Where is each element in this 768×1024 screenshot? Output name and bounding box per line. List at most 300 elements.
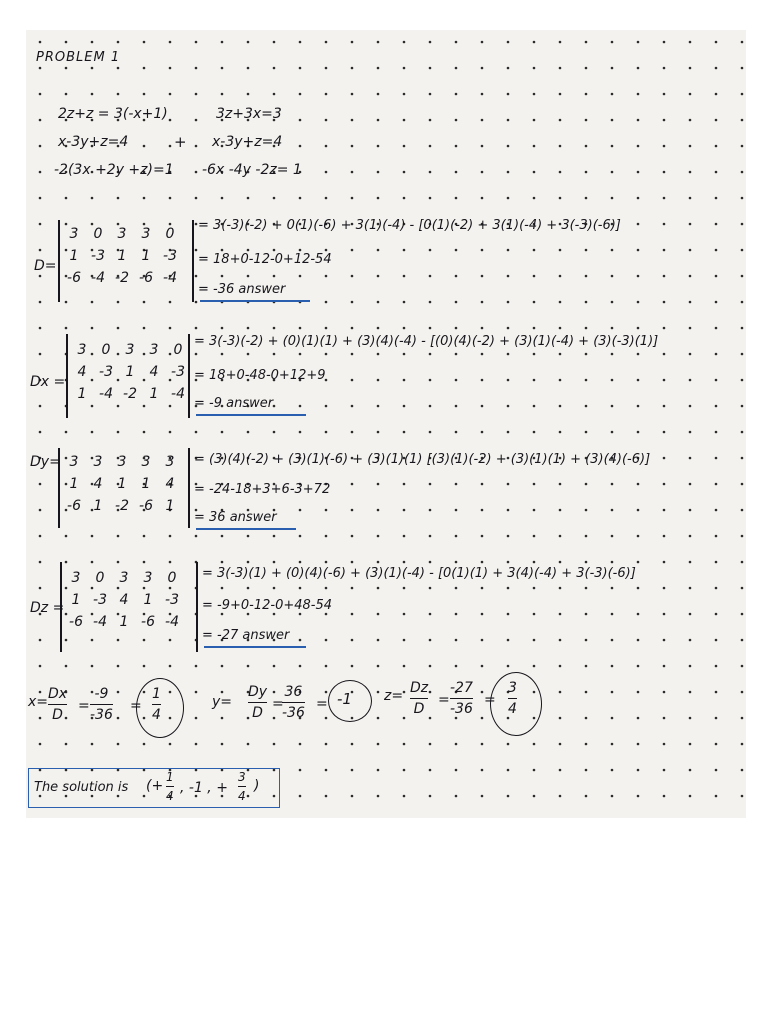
grid-dot [221,743,224,746]
grid-dot [169,665,172,668]
grid-dot [221,197,224,200]
grid-dot [455,41,458,44]
grid-dot [429,353,432,356]
grid-dot [637,613,640,616]
grid-dot [715,249,718,252]
grid-dot [143,41,146,44]
grid-dot [715,561,718,564]
grid-dot [637,509,640,512]
grid-dot [611,561,614,564]
grid-dot [481,613,484,616]
grid-dot [455,301,458,304]
grid-dot [351,93,354,96]
grid-dot [585,275,588,278]
grid-dot [689,483,692,486]
grid-dot [507,509,510,512]
grid-dot [195,353,198,356]
grid-dot [715,67,718,70]
grid-dot [117,67,120,70]
dx-matrix-cell: -4 [171,386,185,402]
grid-dot [637,691,640,694]
grid-dot [325,119,328,122]
grid-dot [195,93,198,96]
grid-dot [403,41,406,44]
grid-dot [39,93,42,96]
grid-dot [325,691,328,694]
grid-dot [611,613,614,616]
grid-dot [663,691,666,694]
grid-dot [351,67,354,70]
grid-dot [455,769,458,772]
y-answer: -1 [337,690,352,708]
grid-dot [689,743,692,746]
grid-dot [741,535,744,538]
grid-dot [611,301,614,304]
grid-dot [377,301,380,304]
dx-answer-underline [196,414,306,416]
given-left-1: 2z+z = 3(-x+1) [58,106,168,122]
z-result-lhs: z= [384,688,404,704]
solution-x-fraction [166,770,174,803]
grid-dot [91,535,94,538]
x-fraction-dx-over-d [48,686,67,723]
grid-dot [715,743,718,746]
grid-dot [507,639,510,642]
grid-dot [611,171,614,174]
z-frac2-num: -27 [450,680,473,696]
grid-dot [429,691,432,694]
grid-dot [741,665,744,668]
grid-dot [611,41,614,44]
grid-dot [507,93,510,96]
grid-dot [507,535,510,538]
grid-dot [65,665,68,668]
grid-dot [611,535,614,538]
dz-step-1: = 3(-3)(1) + (0)(4)(-6) + (3)(1)(-4) - [0(1)(1) + 3(4)(-4) + 3(-3)(-6)] [202,566,636,581]
grid-dot [91,431,94,434]
dy-matrix-cell: 1 [165,498,175,514]
grid-dot [741,405,744,408]
grid-dot [91,405,94,408]
grid-dot [611,145,614,148]
grid-dot [273,327,276,330]
z-fraction-values [450,680,473,717]
grid-dot [741,717,744,720]
grid-dot [299,119,302,122]
grid-dot [481,275,484,278]
grid-dot [689,769,692,772]
grid-dot [403,795,406,798]
grid-dot [429,275,432,278]
grid-dot [533,561,536,564]
grid-dot [429,249,432,252]
grid-dot [715,717,718,720]
grid-dot [689,327,692,330]
grid-dot [611,93,614,96]
grid-dot [117,561,120,564]
grid-dot [741,743,744,746]
grid-dot [507,561,510,564]
dz-matrix-cell: 0 [167,570,177,586]
grid-dot [715,587,718,590]
grid-dot [689,613,692,616]
grid-dot [429,145,432,148]
grid-dot [585,743,588,746]
grid-dot [481,587,484,590]
grid-dot [221,561,224,564]
grid-dot [195,717,198,720]
grid-dot [325,353,328,356]
dy-step-3: = 36 answer [194,510,277,525]
grid-dot [221,431,224,434]
grid-dot [221,249,224,252]
y-frac-bar [248,702,267,703]
grid-dot [455,743,458,746]
x-frac-den: D [52,707,63,723]
grid-dot [663,587,666,590]
grid-dot [299,353,302,356]
grid-dot [143,535,146,538]
grid-dot [611,353,614,356]
grid-dot [325,665,328,668]
grid-dot [611,275,614,278]
grid-dot [611,249,614,252]
grid-dot [403,119,406,122]
grid-dot [429,301,432,304]
grid-dot [663,535,666,538]
d-matrix [62,226,182,286]
grid-dot [559,379,562,382]
dx-left-bar [66,334,68,418]
grid-dot [195,691,198,694]
grid-dot [169,301,172,304]
grid-dot [429,769,432,772]
grid-dot [39,119,42,122]
grid-dot [117,665,120,668]
grid-dot [65,223,68,226]
grid-dot [273,691,276,694]
grid-dot [325,535,328,538]
grid-dot [715,639,718,642]
grid-dot [195,223,198,226]
grid-dot [611,509,614,512]
grid-dot [507,587,510,590]
grid-dot [637,561,640,564]
grid-dot [325,613,328,616]
grid-dot [481,145,484,148]
dy-matrix [62,454,182,514]
grid-dot [429,431,432,434]
grid-dot [377,665,380,668]
grid-dot [377,379,380,382]
grid-dot [117,223,120,226]
grid-dot [299,665,302,668]
dx-matrix-cell: 0 [101,342,111,358]
grid-dot [663,743,666,746]
grid-dot [533,327,536,330]
grid-dot [455,561,458,564]
grid-dot [715,275,718,278]
grid-dot [221,691,224,694]
grid-dot [689,197,692,200]
grid-dot [533,301,536,304]
dz-matrix-cell: -6 [69,614,83,630]
grid-dot [533,119,536,122]
grid-dot [117,535,120,538]
grid-dot [247,249,250,252]
z-ans-den: 4 [508,701,517,717]
grid-dot [351,41,354,44]
grid-dot [273,431,276,434]
solution-z-num: 3 [238,770,246,784]
grid-dot [91,665,94,668]
x-result-lhs: x= [28,694,49,710]
grid-dot [143,431,146,434]
grid-dot [403,171,406,174]
grid-dot [169,145,172,148]
grid-dot [481,665,484,668]
y-frac2-num: 36 [284,684,303,700]
x-ans-den: 4 [152,707,161,723]
grid-dot [611,743,614,746]
grid-dot [325,431,328,434]
dy-matrix-cell: -6 [139,498,153,514]
grid-dot [195,301,198,304]
grid-dot [325,145,328,148]
grid-dot [65,639,68,642]
grid-dot [455,535,458,538]
grid-dot [741,67,744,70]
grid-dot [377,717,380,720]
grid-dot [559,119,562,122]
grid-dot [663,171,666,174]
grid-dot [663,145,666,148]
dy-matrix-cell: 1 [141,476,151,492]
grid-dot [455,587,458,590]
grid-dot [117,717,120,720]
given-right-1: 3z+3x=3 [216,106,282,122]
grid-dot [195,327,198,330]
grid-dot [247,431,250,434]
grid-dot [481,535,484,538]
grid-dot [403,145,406,148]
grid-dot [39,145,42,148]
grid-dot [377,197,380,200]
grid-dot [533,665,536,668]
grid-dot [637,145,640,148]
dy-label: Dy= [30,454,61,470]
grid-dot [585,67,588,70]
grid-dot [559,613,562,616]
grid-dot [325,93,328,96]
grid-dot [507,171,510,174]
grid-dot [663,379,666,382]
grid-dot [585,93,588,96]
d-matrix-cell: -3 [163,248,177,264]
dx-matrix-cell: -2 [123,386,137,402]
grid-dot [559,275,562,278]
grid-dot [637,171,640,174]
grid-dot [741,509,744,512]
grid-dot [611,327,614,330]
z-fraction-dz-over-d [410,680,428,717]
y-result-lhs: y= [212,694,233,710]
z-eq: = [438,692,450,708]
grid-dot [247,275,250,278]
grid-dot [611,431,614,434]
grid-dot [403,379,406,382]
grid-dot [507,769,510,772]
grid-dot [91,639,94,642]
grid-dot [143,327,146,330]
grid-dot [533,535,536,538]
grid-dot [585,431,588,434]
d-matrix-cell: 1 [141,248,151,264]
d-matrix-cell: 1 [117,248,127,264]
grid-dot [481,743,484,746]
grid-dot [273,405,276,408]
grid-dot [325,41,328,44]
grid-dot [169,639,172,642]
grid-dot [117,327,120,330]
d-matrix-cell: 0 [165,226,175,242]
grid-dot [715,145,718,148]
grid-dot [559,431,562,434]
grid-dot [169,327,172,330]
grid-dot [221,67,224,70]
grid-dot [559,535,562,538]
grid-dot [507,405,510,408]
grid-dot [715,613,718,616]
grid-dot [65,535,68,538]
grid-dot [65,561,68,564]
grid-dot [663,41,666,44]
grid-dot [507,613,510,616]
dx-matrix-cell: 3 [77,342,87,358]
grid-dot [429,795,432,798]
dx-matrix-cell: 3 [149,342,159,358]
grid-dot [195,119,198,122]
grid-dot [91,301,94,304]
grid-dot [351,327,354,330]
dx-matrix-cell: 4 [77,364,87,380]
grid-dot [325,743,328,746]
grid-dot [689,717,692,720]
dy-matrix-cell: 1 [69,476,79,492]
grid-dot [689,119,692,122]
grid-dot [507,67,510,70]
grid-dot [117,93,120,96]
grid-dot [143,639,146,642]
grid-dot [741,171,744,174]
grid-dot [481,483,484,486]
grid-dot [377,119,380,122]
grid-dot [273,587,276,590]
grid-dot [403,561,406,564]
grid-dot [741,353,744,356]
grid-dot [533,353,536,356]
given-right-2: x-3y+z=4 [212,134,283,150]
grid-dot [273,535,276,538]
grid-dot [169,41,172,44]
dx-matrix-cell: 3 [125,342,135,358]
grid-dot [663,353,666,356]
grid-dot [455,665,458,668]
grid-dot [533,145,536,148]
grid-dot [663,327,666,330]
grid-dot [117,41,120,44]
grid-dot [637,431,640,434]
grid-dot [455,67,458,70]
grid-dot [663,483,666,486]
grid-dot [585,249,588,252]
grid-dot [455,639,458,642]
grid-dot [663,639,666,642]
grid-dot [689,691,692,694]
grid-dot [637,197,640,200]
d-left-bar [58,220,60,302]
grid-dot [611,379,614,382]
y-frac2-bar [282,702,305,703]
grid-dot [481,171,484,174]
dx-matrix-cell: -3 [99,364,113,380]
grid-dot [715,223,718,226]
grid-dot [741,379,744,382]
dx-matrix-cell: 4 [149,364,159,380]
grid-dot [663,67,666,70]
grid-dot [637,769,640,772]
x-ans-num: 1 [152,686,161,702]
grid-dot [247,743,250,746]
grid-dot [325,301,328,304]
grid-dot [325,717,328,720]
grid-dot [559,743,562,746]
grid-dot [741,431,744,434]
grid-dot [715,379,718,382]
grid-dot [377,509,380,512]
grid-dot [715,691,718,694]
x-frac2-bar [90,704,113,705]
grid-dot [533,379,536,382]
grid-dot [455,93,458,96]
grid-dot [559,483,562,486]
dx-matrix [70,342,190,402]
solution-z-bar [238,786,246,787]
grid-dot [455,197,458,200]
grid-dot [559,665,562,668]
grid-dot [403,249,406,252]
x-frac-num: Dx [48,686,68,702]
dz-matrix-cell: 1 [119,614,129,630]
grid-dot [481,769,484,772]
z-frac2-den: -36 [450,701,473,717]
grid-dot [65,197,68,200]
dx-matrix-cell: 1 [125,364,135,380]
grid-dot [39,743,42,746]
grid-dot [169,197,172,200]
grid-dot [65,41,68,44]
grid-dot [143,145,146,148]
grid-dot [611,405,614,408]
grid-dot [585,405,588,408]
grid-dot [39,665,42,668]
grid-dot [533,93,536,96]
grid-dot [533,743,536,746]
grid-dot [559,691,562,694]
d-matrix-cell: -2 [115,270,129,286]
dz-matrix-cell: 3 [143,570,153,586]
grid-dot [689,639,692,642]
